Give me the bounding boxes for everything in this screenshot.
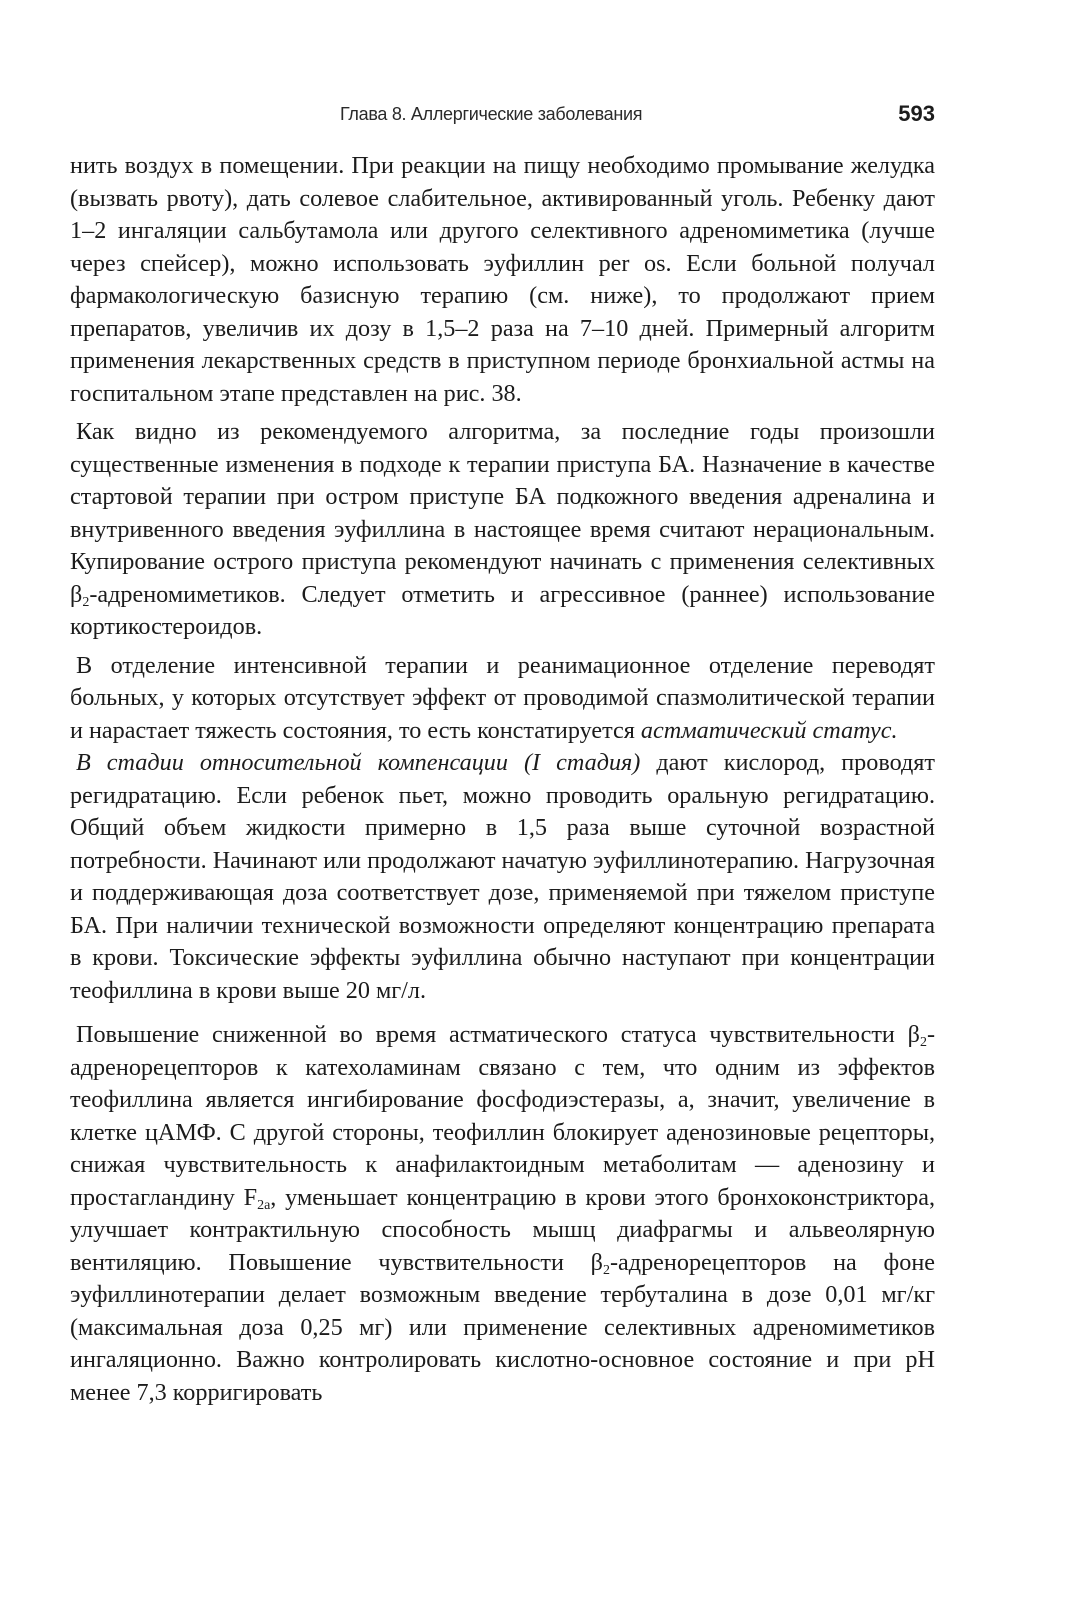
- page-header: [70, 101, 935, 134]
- paragraph-2-text-a: Как видно из рекомендуемого алгоритма, за последние годы произошли существенные изменения в подходе к терапии приступа БА. Назначение в качестве стартовой терапии при остром приступе БА подкожного введения адреналина и внутривенного введения эуфиллина в настоящее время считают нерациональным. Купирование острого приступа рекомендуют начинать с применения селективных β: [70, 418, 935, 608]
- paragraph-3-emphasis: астматический статус.: [640, 716, 898, 744]
- paragraph-5-text-a: Повышение сниженной во время астматического статуса чувствительности β: [76, 1021, 920, 1048]
- beta-subscript: 2: [602, 1262, 610, 1278]
- paragraph-4-emphasis: В стадии относительной компенсации (I стадия): [76, 749, 641, 776]
- prostaglandin-subscript: 2a: [257, 1197, 271, 1213]
- paragraph-4: [70, 747, 935, 1007]
- paragraph-5: [70, 1019, 935, 1409]
- paragraph-2: [70, 416, 935, 644]
- paragraph-2-text-b: -адреномиметиков. Следует отметить и агрессивное (раннее) использование кортикостероидов.: [70, 580, 935, 640]
- page-number: 593: [898, 101, 935, 126]
- paragraph-3-text: В отделение интенсивной терапии и реанимационное отделение переводят больных, у которых отсутствует эффект от проводимой спазмолитической терапии и нарастает тяжесть состояния, то есть констатируется: [70, 651, 935, 744]
- body-text: [70, 150, 935, 1409]
- paragraph-1: нить воздух в помещении. При реакции на пищу необходимо промывание желудка (вызвать рвоту), дать солевое слабительное, активированный уголь. Ребенку дают 1–2 ингаляции сальбутамола или другого селективного адреномиметика (лучше через спейсер), можно использовать эуфиллин per os. Если больной получал фармакологическую базисную терапию (см. ниже), то продолжают прием препаратов, увеличив их дозу в 1,5–2 раза на 7–10 дней. Примерный алгоритм применения лекарственных средств в приступном периоде бронхиальной астмы на госпитальном этапе представлен на рис. 38.: [70, 152, 935, 407]
- beta-subscript: 2: [919, 1035, 927, 1050]
- paragraph-5-text-d: -адренорецепторов на фоне эуфиллинотерапии делает возможным введение тербуталина в дозе 0,01 мг/кг (максимальная доза 0,25 мг) или применение селективных адреномиметиков ингаляционно. Важно контролировать кислотно-основное состояние и при pH менее 7,3 корригировать: [70, 1248, 935, 1406]
- paragraph-5-text-b: -адренорецепторов к катехоламинам связано с тем, что одним из эффектов теофиллина является ингибирование фосфодиэстеразы, а, значит, увеличение в клетке цАМФ. С другой стороны, теофиллин блокирует аденозиновые рецепторы, снижая чувствительность к анафилактоидным метаболитам — аденозину и простагландину F: [70, 1021, 935, 1211]
- paragraph-3: [70, 650, 935, 748]
- paragraph-5-text-c: , уменьшает концентрацию в крови этого бронхоконстриктора, улучшает контрактильную способность мышц диафрагмы и альвеолярную вентиляцию. Повышение чувствительности β: [70, 1183, 935, 1276]
- paragraph-4-text: дают кислород, проводят регидратацию. Если ребенок пьет, можно проводить оральную регидратацию. Общий объем жидкости примерно в 1,5 раза выше суточной возрастной потребности. Начинают или продолжают начатую эуфиллинотерапию. Нагрузочная и поддерживающая доза соответствует дозе, применяемой при тяжелом приступе БА. При наличии технической возможности определяют концентрацию препарата в крови. Токсические эффекты эуфиллина обычно наступают при концентрации теофиллина в крови выше 20 мг/л.: [70, 749, 935, 1004]
- beta-subscript: 2: [82, 594, 90, 610]
- running-title: Глава 8. Аллергические заболевания: [340, 104, 643, 124]
